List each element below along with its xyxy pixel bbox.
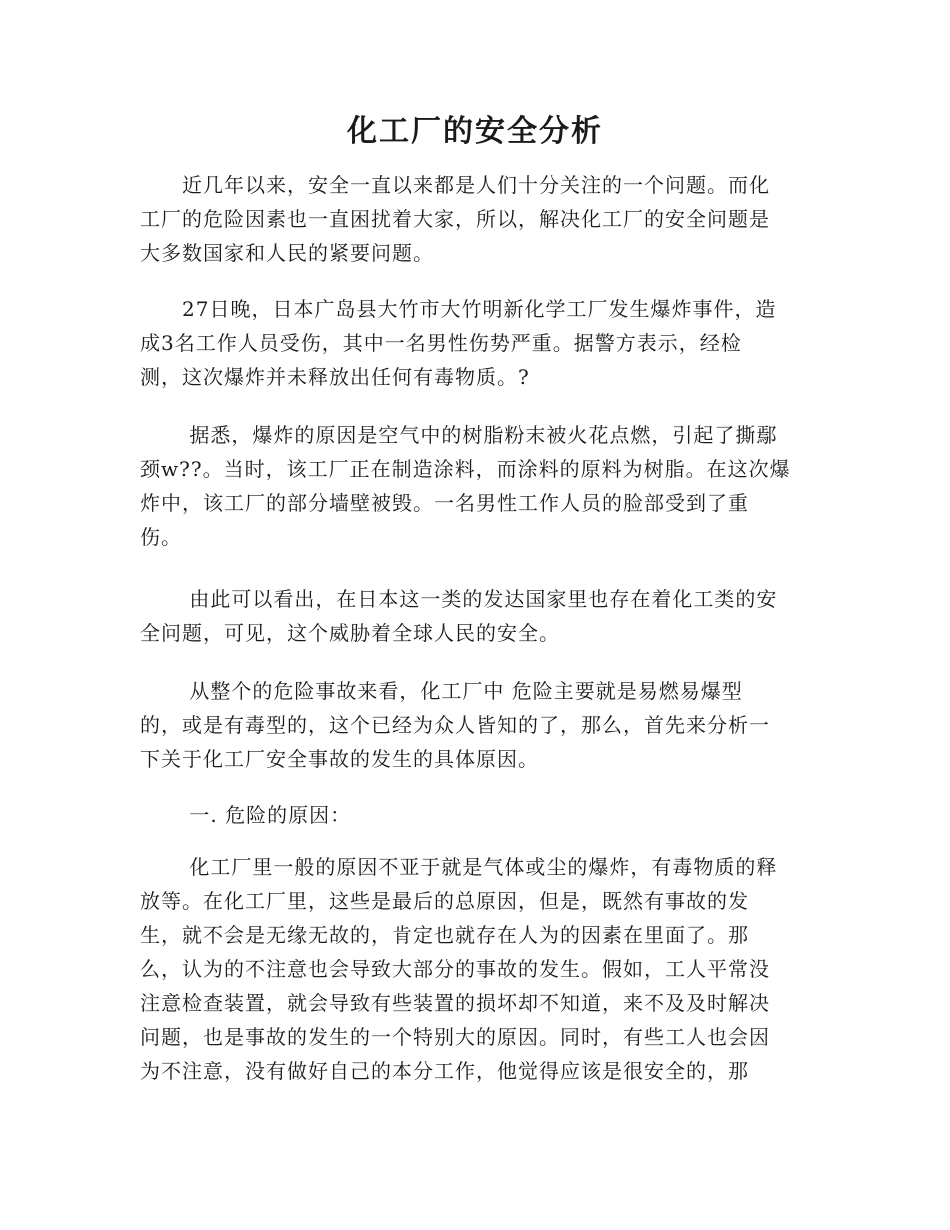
paragraph-danger-causes — [140, 850, 820, 1088]
text-line: 一. 危险的原因： — [140, 803, 352, 827]
text-line: 近几年以来，安全一直以来都是人们十分关注的一个问题。而化 — [140, 173, 770, 197]
text-line: 据悉，爆炸的原因是空气中的树脂粉末被火花点燃，引起了撕鄢 — [140, 423, 778, 447]
paragraph-incident — [140, 292, 820, 394]
document-title: 化工厂的安全分析 — [347, 114, 603, 149]
text-line: 27日晚，日本广岛县大竹市大竹明新化学工厂发生爆炸事件，造 — [140, 297, 777, 321]
text-line: 由此可以看出，在日本这一类的发达国家里也存在着化工类的安 — [140, 587, 778, 611]
text-line: 测，这次爆炸并未释放出任何有毒物质。? — [140, 365, 530, 389]
paragraph-conclusion — [140, 582, 820, 650]
text-line: 问题，也是事故的发生的一个特别大的原因。同时，有些工人也会因 — [140, 1025, 770, 1049]
text-line: 伤。 — [140, 525, 182, 549]
text-line: 工厂的危险因素也一直困扰着大家，所以，解决化工厂的安全问题是 — [140, 207, 770, 231]
text-line: 生，就不会是无缘无故的，肯定也就存在人为的因素在里面了。那 — [140, 923, 749, 947]
text-line: 化工厂里一般的原因不亚于就是气体或尘的爆炸，有毒物质的释 — [140, 855, 778, 879]
text-line: 注意检查装置，就会导致有些装置的损坏却不知道，来不及及时解决 — [140, 991, 770, 1015]
text-line: 为不注意，没有做好自己的本分工作，他觉得应该是很安全的，那 — [140, 1059, 749, 1083]
text-line: 放等。在化工厂里，这些是最后的总原因，但是，既然有事故的发 — [140, 889, 749, 913]
text-line: 从整个的危险事故来看，化工厂中 危险主要就是易燃易爆型 — [140, 679, 743, 703]
text-line: 的，或是有毒型的，这个已经为众人皆知的了，那么，首先来分析一 — [140, 713, 770, 737]
text-line: 么，认为的不注意也会导致大部分的事故的发生。假如，工人平常没 — [140, 957, 770, 981]
section-heading — [140, 798, 820, 832]
text-line: 颈w??。当时，该工厂正在制造涂料，而涂料的原料为树脂。在这次爆 — [140, 457, 791, 481]
text-line: 全问题，可见，这个威胁着全球人民的安全。 — [140, 621, 560, 645]
paragraph-cause — [140, 418, 820, 554]
text-line: 大多数国家和人民的紧要问题。 — [140, 241, 434, 265]
paragraph-intro — [140, 168, 820, 270]
text-line: 成3名工作人员受伤，其中一名男性伤势严重。据警方表示，经检 — [140, 331, 742, 355]
paragraph-overview — [140, 674, 820, 776]
text-line: 下关于化工厂安全事故的发生的具体原因。 — [140, 747, 539, 771]
text-line: 炸中，该工厂的部分墙壁被毁。一名男性工作人员的脸部受到了重 — [140, 491, 749, 515]
